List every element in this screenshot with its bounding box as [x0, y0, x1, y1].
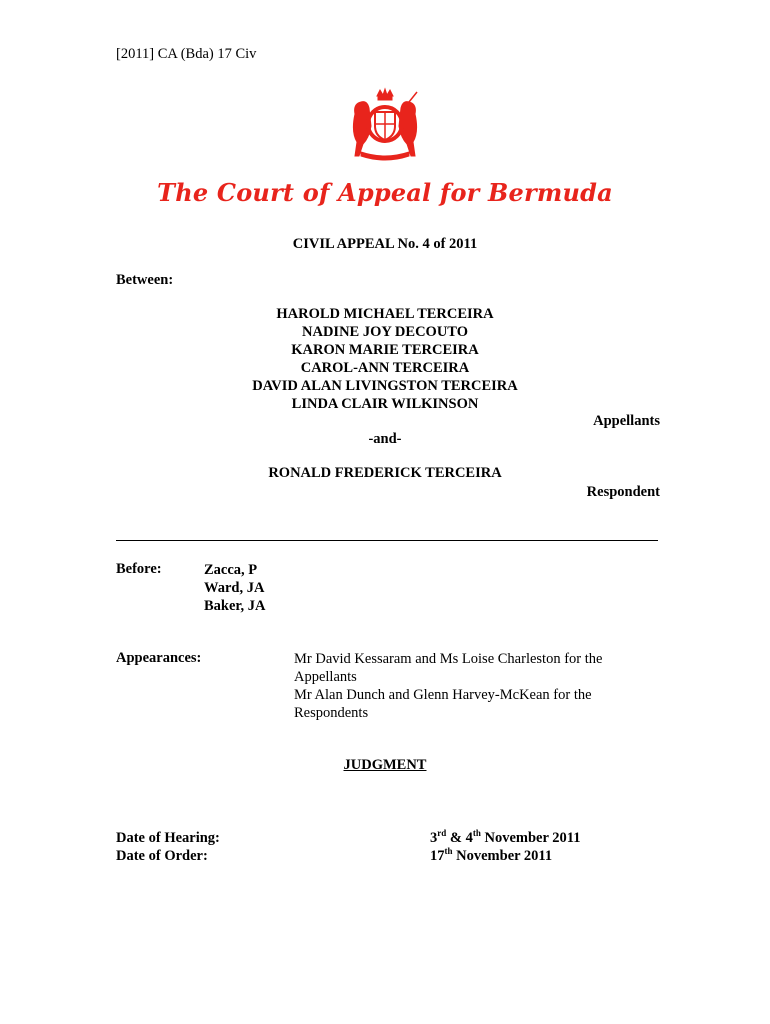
- dates-labels: [116, 829, 220, 865]
- appeal-number: CIVIL APPEAL No. 4 of 2011: [292, 236, 478, 252]
- respondent-role: Respondent: [586, 484, 660, 500]
- between-label: Between:: [116, 272, 174, 288]
- appellant-name: HAROLD MICHAEL TERCEIRA: [276, 306, 494, 322]
- appellants-list: [0, 305, 770, 413]
- appearance-line: Respondents: [294, 705, 369, 721]
- appellants-role: Appellants: [593, 413, 660, 429]
- appearances-label: Appearances:: [116, 650, 202, 666]
- court-title: The Court of Appeal for Bermuda: [157, 178, 613, 207]
- judge-name: Ward, JA: [204, 580, 265, 596]
- appellant-name: NADINE JOY DECOUTO: [302, 324, 468, 340]
- case-citation: [2011] CA (Bda) 17 Civ: [116, 46, 257, 62]
- respondent-name: RONALD FREDERICK TERCEIRA: [268, 465, 502, 481]
- royal-coat-of-arms-icon: [347, 86, 423, 162]
- appearance-line: Mr Alan Dunch and Glenn Harvey-McKean for the: [294, 687, 592, 703]
- dates-values: [430, 829, 580, 865]
- appellant-name: CAROL-ANN TERCEIRA: [300, 360, 470, 376]
- appearance-line: Mr David Kessaram and Ms Loise Charleston for the: [294, 651, 603, 667]
- judge-name: Zacca, P: [204, 562, 258, 578]
- appellant-name: KARON MARIE TERCEIRA: [291, 342, 479, 358]
- divider-line: [116, 540, 658, 541]
- judgment-heading: JUDGMENT: [343, 757, 427, 773]
- appellant-name: DAVID ALAN LIVINGSTON TERCEIRA: [252, 378, 518, 394]
- appearances-text: [294, 650, 654, 722]
- before-label: Before:: [116, 561, 162, 577]
- hearing-date-label: Date of Hearing:: [116, 830, 220, 846]
- judges-list: [204, 561, 266, 615]
- appearance-line: Appellants: [294, 669, 357, 685]
- order-date-value: 17th November 2011: [430, 846, 553, 864]
- hearing-date-value: 3rd & 4th November 2011: [430, 828, 581, 846]
- judge-name: Baker, JA: [204, 598, 266, 614]
- and-separator: -and-: [368, 431, 402, 447]
- order-date-label: Date of Order:: [116, 848, 208, 864]
- appellant-name: LINDA CLAIR WILKINSON: [291, 396, 479, 412]
